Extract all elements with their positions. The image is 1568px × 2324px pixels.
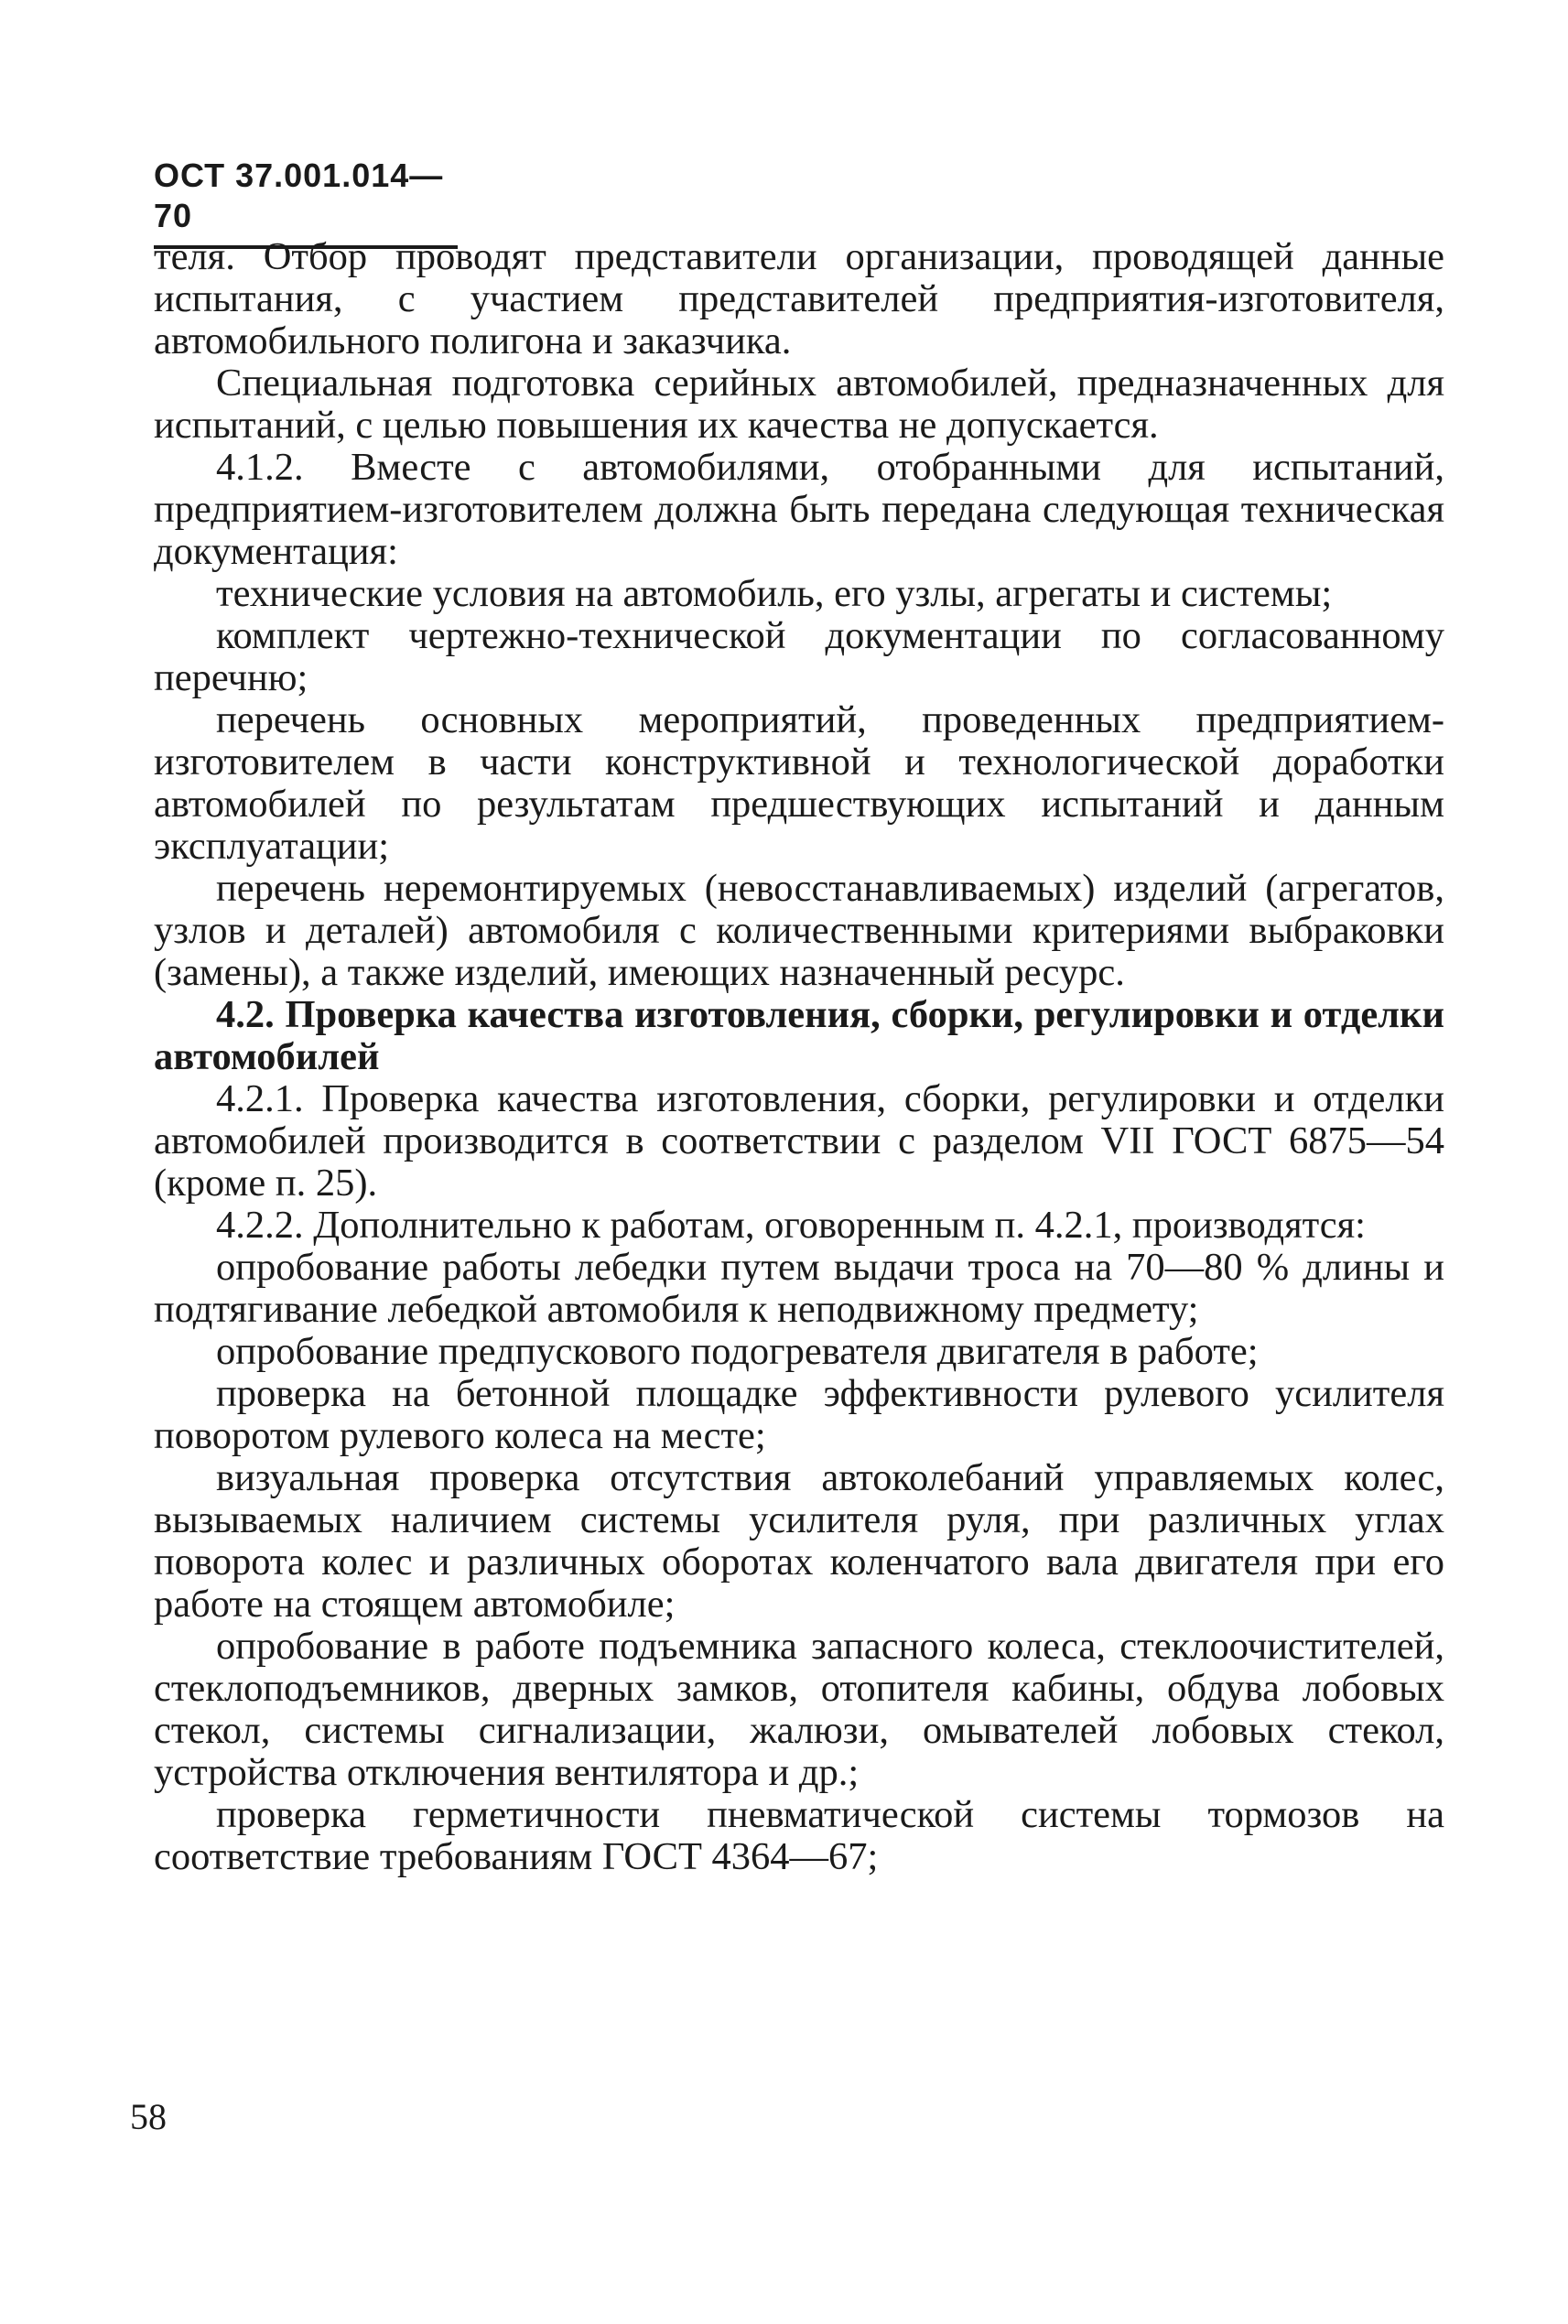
works-list-item-power-steering: проверка на бетонной площадке эффективности рулевого усилителя поворотом рулевого колеса на месте;: [154, 1372, 1444, 1457]
paragraph-selection-continued: теля. Отбор проводят представители организации, проводящей данные испытания, с участием представителей предприятия-изготовителя, автомобильного полигона и заказчика.: [154, 235, 1444, 362]
works-list-item-equipment: опробование в работе подъемника запасного колеса, стеклоочистителей, стеклоподъемников, дверных замков, отопителя кабины, обдува лобовых стекол, системы сигнализации, жалюзи, омывателей лобовых стекол, устройства отключения вентилятора и др.;: [154, 1625, 1444, 1794]
docs-list-item-specifications: технические условия на автомобиль, его узлы, агрегаты и системы;: [216, 572, 1333, 615]
paragraph-special-preparation: Специальная подготовка серийных автомобилей, предназначенных для испытаний, с целью повышения их качества не допускается.: [154, 362, 1444, 447]
paragraph-4-1-2: 4.1.2. Вместе с автомобилями, отобранными для испытаний, предприятием-изготовителем должна быть передана следующая техническая документация:: [154, 446, 1444, 573]
docs-list-item-nonrepairable: перечень неремонтируемых (невосстанавливаемых) изделий (агрегатов, узлов и деталей) автомобиля с количественными критериями выбраковки (замены), а также изделий, имеющих назначенный ресурс.: [154, 867, 1444, 994]
section-heading-4-2: 4.2. Проверка качества изготовления, сборки, регулировки и отделки автомобилей: [154, 993, 1444, 1078]
works-list-item-wheel-oscillation: визуальная проверка отсутствия автоколебаний управляемых колес, вызываемых наличием системы усилителя руля, при различных углах поворота колес и различных оборотах коленчатого вала двигателя при его работе на стоящем автомобиле;: [154, 1456, 1444, 1626]
paragraph-4-2-2: 4.2.2. Дополнительно к работам, оговоренным п. 4.2.1, производятся:: [216, 1204, 1366, 1247]
docs-list-item-drawings: комплект чертежно-технической документации по согласованному перечню;: [154, 614, 1444, 699]
works-list-item-preheater: опробование предпускового подогревателя двигателя в работе;: [216, 1330, 1259, 1373]
docs-list-item-measures: перечень основных мероприятий, проведенных предприятием-изготовителем в части конструктивной и технологической доработки автомобилей по результатам предшествующих испытаний и данным эксплуатации;: [154, 698, 1444, 868]
document-code: ОСТ 37.001.014—70: [154, 157, 444, 234]
page-body: [154, 236, 1444, 1878]
paragraph-4-2-1: 4.2.1. Проверка качества изготовления, сборки, регулировки и отделки автомобилей производится в соответствии с разделом VII ГОСТ 6875—54 (кроме п. 25).: [154, 1077, 1444, 1205]
page-number: 58: [130, 2096, 167, 2137]
works-list-item-pneumatic-brakes: проверка герметичности пневматической системы тормозов на соответствие требованиям ГОСТ 4364—67;: [154, 1793, 1444, 1878]
works-list-item-winch: опробование работы лебедки путем выдачи троса на 70—80 % длины и подтягивание лебедкой автомобиля к неподвижному предмету;: [154, 1246, 1444, 1331]
